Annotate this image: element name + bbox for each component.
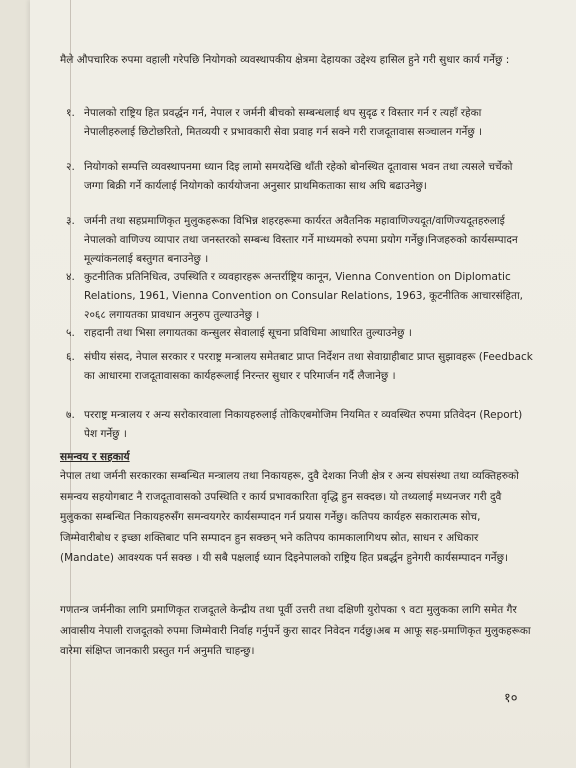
list-number: ३. [66, 215, 75, 227]
list-item-1 [66, 104, 534, 142]
list-number: २. [66, 161, 75, 173]
section-heading: समन्वय र सहकार्य [60, 451, 130, 463]
list-item-4 [66, 268, 534, 325]
list-number: ७. [66, 409, 75, 421]
list-number: ४. [66, 271, 75, 283]
list-text: परराष्ट्र मन्त्रालय र अन्य सरोकारवाला निकायहरुलाई तोकिएबमोजिम नियमित र व्यवस्थित रुपमा प्रतिवेदन (Report) पेश गर्नेछु । [84, 409, 523, 440]
list-text: राहदानी तथा भिसा लगायतका कन्सुलर सेवालाई सूचना प्रविधिमा आधारित तुल्याउनेछु । [84, 327, 412, 339]
list-item-2 [66, 158, 534, 196]
list-text: नेपालको राष्ट्रिय हित प्रवर्द्धन गर्न, नेपाल र जर्मनी बीचको सम्बन्धलाई थप सुदृढ र विस्तार गर्न र त्यहाँ रहेका नेपालीहरुलाई छिटोछरितो, मितव्ययी र प्रभावकारी सेवा प्रवाह गर्न सक्ने गरी राजदूतावास सञ्चालन गर्नेछु । [84, 107, 483, 138]
list-text: कुटनीतिक प्रतिनिधित्व, उपस्थिति र व्यवहारहरू अन्तर्राष्ट्रिय कानून, Vienna Convention on Diplomatic Relations, 1961, Vienna Convention on Consular Relations, 1963, कूटनीतिक आचारसंहिता, २०६८ लगायतका प्रावधान अनुरुप तुल्याउनेछु । [84, 271, 523, 321]
list-item-5 [66, 324, 534, 343]
list-number: ६. [66, 351, 75, 363]
intro-paragraph: मैले औपचारिक रुपमा वहाली गरेपछि नियोगको व्यवस्थापकीय क्षेत्रमा देहायका उद्देश्य हासिल हुने गरी सुधार कार्य गर्नेछु : [60, 54, 510, 66]
list-item-3 [66, 212, 534, 269]
list-text: संघीय संसद, नेपाल सरकार र परराष्ट्र मन्त्रालय समेतबाट प्राप्त निर्देशन तथा सेवाग्राहीबाट प्राप्त सुझावहरू (Feedback का आधारमा राजदूतावासका कार्यहरूलाई निरन्तर सुधार र परिमार्जन गर्दै लैजानेछु । [84, 351, 533, 382]
paragraph-coordination: नेपाल तथा जर्मनी सरकारका सम्बन्धित मन्त्रालय तथा निकायहरू, दुवै देशका निजी क्षेत्र र अन्य संघसंस्था तथा व्यक्तिहरुको समन्वय सहयोगबाट नै राजदूतावासको उपस्थिति र कार्य प्रभावकारिता वृद्धि हुन सक्दछ। यो तथ्यलाई मध्यनजर गरी दुवै मुलुकका सम्बन्धित निकायहरुसँग समन्वयगरेर कार्यसम्पादन गर्न प्रयास गर्नेछु। कतिपय कार्यहरु सकारात्मक सोच, जिम्मेवारीबोध र इच्छा शक्तिबाट पनि सम्पादन हुन सक्छन् भने कतिपय कामकालागिथप स्रोत, साधन र अधिकार (Mandate) आवश्यक पर्न सक्छ । यी सबै पक्षलाई ध्यान दिइनेपालको राष्ट्रिय हित प्रबर्द्धन हुनेगरी कार्यसम्पादन गर्नेछु। [60, 470, 519, 564]
paragraph-closing: गणतन्त्र जर्मनीका लागि प्रमाणिकृत राजदूतले केन्द्रीय तथा पूर्वी उत्तरी तथा दक्षिणी युरोपका ९ वटा मुलुकका लागि समेत गैर आवासीय नेपाली राजदूतको रुपमा जिम्मेवारी निर्वाह गर्नुपर्ने कुरा सादर निवेदन गर्दछु।अब म आफू सह-प्रमाणिकृत मुलुकहरूका वारेमा संक्षिप्त जानकारी प्रस्तुत गर्न अनुमति चाहन्छु। [60, 604, 531, 657]
list-number: ५. [66, 327, 75, 339]
list-item-6 [66, 348, 534, 386]
page-number: १० [504, 691, 518, 706]
list-item-7 [66, 406, 534, 444]
list-text: जर्मनी तथा सहप्रमाणिकृत मुलुकहरूका विभिन्न शहरहरूमा कार्यरत अवैतनिक महावाणिज्यदूत/वाणिज्यदूतहरुलाई नेपालको वाणिज्य व्यापार तथा जनस्तरको सम्बन्ध विस्तार गर्ने माध्यमको रुपमा प्रयोग गर्नेछु।निजहरुको कार्यसम्पादन मूल्यांकनलाई बस्तुगत बनाउनेछु । [84, 215, 518, 265]
list-text: नियोगको सम्पत्ति व्यवस्थापनमा ध्यान दिइ लामो समयदेखि थाँती रहेको बोनस्थित दूतावास भवन तथा त्यसले चर्चेको जग्गा बिक्री गर्ने कार्यलाई नियोगको कार्ययोजना अनुसार प्राथमिकताका साथ अघि बढाउनेछु। [84, 161, 513, 192]
list-number: १. [66, 107, 75, 119]
